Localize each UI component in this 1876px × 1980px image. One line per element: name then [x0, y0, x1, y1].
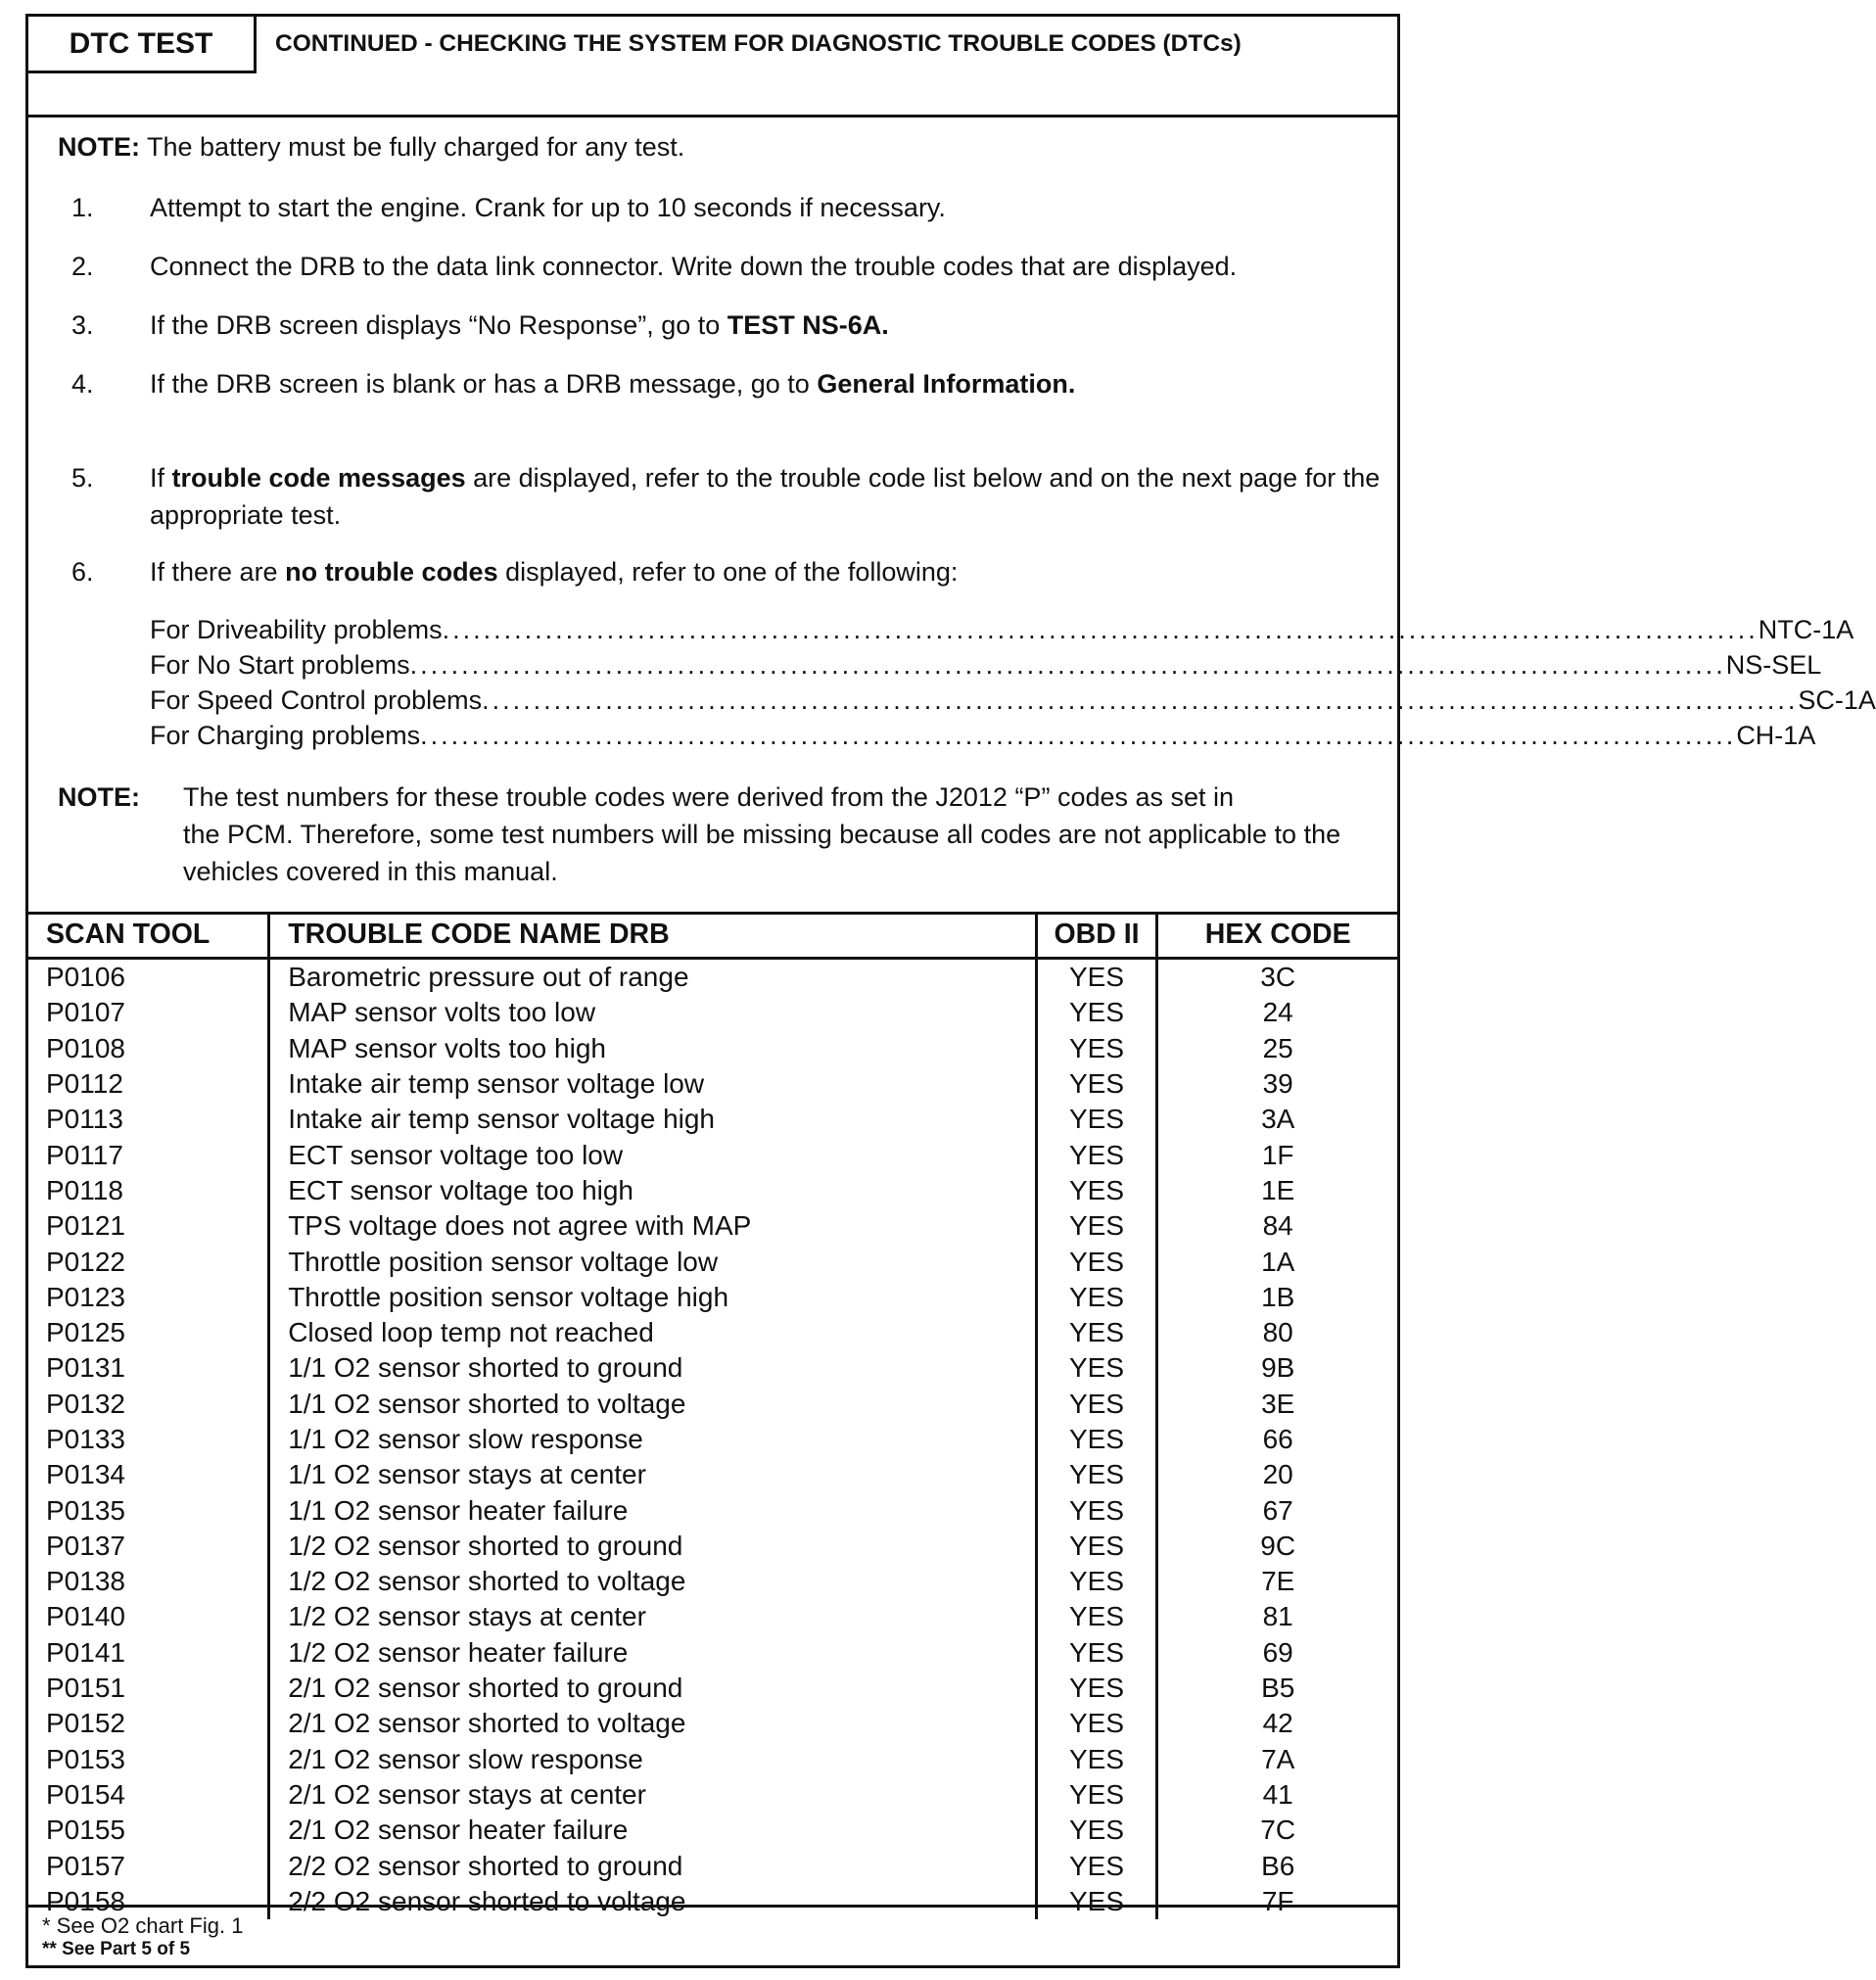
cell-trouble-code-name: 1/2 O2 sensor shorted to voltage: [269, 1564, 1036, 1599]
cell-obd-ii: YES: [1036, 1777, 1157, 1813]
cell-obd-ii: YES: [1036, 1848, 1157, 1883]
cell-scan-tool: P0113: [46, 1104, 123, 1135]
cell-obd-ii: YES: [1036, 1173, 1157, 1208]
cell-trouble-code-name: 1/1 O2 sensor stays at center: [269, 1457, 1036, 1492]
dtc-test-label: DTC TEST: [28, 17, 257, 73]
cell-trouble-code-name: 2/1 O2 sensor shorted to voltage: [269, 1706, 1036, 1741]
cell-obd-ii: YES: [1036, 995, 1157, 1030]
cell-trouble-code-name: 2/1 O2 sensor heater failure: [269, 1813, 1036, 1848]
cell-trouble-code-name: 2/2 O2 sensor shorted to voltage: [269, 1884, 1036, 1919]
table-row: [28, 1280, 1397, 1315]
step-text-post: .: [1067, 369, 1076, 399]
table-row: [28, 1529, 1397, 1564]
cell-hex-code: 69: [1157, 1635, 1397, 1671]
step-text-pre: If the DRB screen displays “No Response”, go to: [150, 310, 727, 340]
cell-hex-code: 7A: [1157, 1742, 1397, 1777]
reference-code: NS-SEL: [1725, 650, 1822, 680]
test-numbers-note: [58, 778, 1389, 890]
cell-hex-code: 20: [1157, 1457, 1397, 1492]
reference-label: For Driveability problems: [150, 615, 443, 644]
table-row: [28, 1742, 1397, 1777]
table-row: [28, 1492, 1397, 1528]
cell-scan-tool: P0123: [46, 1281, 125, 1312]
step-5: [71, 459, 1388, 534]
note-label: NOTE:: [58, 782, 140, 812]
cell-trouble-code-name: ECT sensor voltage too high: [269, 1173, 1036, 1208]
step-number: 1.: [71, 193, 94, 222]
cell-scan-tool: P0125: [46, 1317, 125, 1348]
cell-trouble-code-name: 1/2 O2 sensor stays at center: [269, 1599, 1036, 1634]
step-text: [150, 306, 1388, 344]
header-hex-code: HEX CODE: [1157, 912, 1397, 959]
leader-dots: ................................................................................................................................: [482, 685, 1799, 715]
step-text: [150, 365, 1388, 402]
cell-scan-tool: P0154: [46, 1778, 125, 1810]
cell-hex-code: 3E: [1157, 1387, 1397, 1422]
table-row: [28, 1102, 1397, 1137]
step-text-pre: If the DRB screen is blank or has a DRB message, go to: [150, 369, 818, 399]
cell-obd-ii: YES: [1036, 1742, 1157, 1777]
cell-obd-ii: YES: [1036, 1208, 1157, 1244]
step-text-pre: If: [150, 463, 172, 493]
cell-hex-code: 1A: [1157, 1244, 1397, 1279]
cell-obd-ii: YES: [1036, 1315, 1157, 1350]
footnote-o2-chart: * See O2 chart Fig. 1: [42, 1913, 244, 1938]
cell-hex-code: B5: [1157, 1671, 1397, 1706]
table-row: [28, 1137, 1397, 1172]
step-number: 3.: [71, 310, 94, 340]
cell-trouble-code-name: 1/1 O2 sensor shorted to ground: [269, 1350, 1036, 1386]
reference-code: SC-1A: [1798, 685, 1876, 715]
reference-label: For No Start problems: [150, 650, 410, 680]
cell-trouble-code-name: 1/1 O2 sensor shorted to voltage: [269, 1387, 1036, 1422]
step-3: [71, 306, 1388, 344]
header-obd-ii: OBD II: [1036, 912, 1157, 959]
cell-trouble-code-name: 1/1 O2 sensor slow response: [269, 1422, 1036, 1457]
header-scan-tool: SCAN TOOL: [28, 912, 269, 959]
table-row: [28, 1813, 1397, 1848]
cell-trouble-code-name: Intake air temp sensor voltage low: [269, 1066, 1036, 1102]
cell-hex-code: 42: [1157, 1706, 1397, 1741]
cell-trouble-code-name: Throttle position sensor voltage low: [269, 1244, 1036, 1279]
cell-hex-code: 9B: [1157, 1350, 1397, 1386]
cell-scan-tool: P0157: [46, 1850, 125, 1881]
cell-scan-tool: P0151: [46, 1673, 125, 1704]
cell-obd-ii: YES: [1036, 1492, 1157, 1528]
step-number: 4.: [71, 369, 94, 399]
table-row: [28, 959, 1397, 996]
step-4: [71, 365, 1388, 402]
cell-hex-code: 3A: [1157, 1102, 1397, 1137]
cell-obd-ii: YES: [1036, 1102, 1157, 1137]
instructions-section: [28, 115, 1876, 915]
note-text: The battery must be fully charged for any test.: [140, 132, 685, 162]
cell-scan-tool: P0134: [46, 1459, 125, 1490]
table-row: [28, 1777, 1397, 1813]
cell-trouble-code-name: Barometric pressure out of range: [269, 959, 1036, 996]
cell-trouble-code-name: 2/1 O2 sensor slow response: [269, 1742, 1036, 1777]
reference-label: For Speed Control problems: [150, 685, 483, 715]
note-line-rest: the PCM. Therefore, some test numbers will be missing because all codes are not applicable to the vehicles covered in this manual.: [183, 820, 1341, 886]
cell-hex-code: 9C: [1157, 1529, 1397, 1564]
footnote-part-5: ** See Part 5 of 5: [42, 1939, 191, 1959]
table-row: [28, 1457, 1397, 1492]
reference-code: CH-1A: [1736, 721, 1816, 750]
header-trouble-code-name: TROUBLE CODE NAME DRB: [269, 912, 1036, 959]
cell-hex-code: B6: [1157, 1848, 1397, 1883]
step-2: [71, 248, 1388, 285]
battery-note: [58, 132, 684, 163]
cell-hex-code: 7F: [1157, 1884, 1397, 1919]
table-row: [28, 1350, 1397, 1386]
reference-charging: [150, 718, 1816, 753]
cell-scan-tool: P0140: [46, 1601, 125, 1632]
cell-trouble-code-name: 1/1 O2 sensor heater failure: [269, 1492, 1036, 1528]
cell-scan-tool: P0137: [46, 1530, 125, 1561]
step-text: Attempt to start the engine. Crank for up to 10 seconds if necessary.: [150, 193, 946, 222]
cell-obd-ii: YES: [1036, 1457, 1157, 1492]
step-number: 5.: [71, 463, 94, 493]
cell-trouble-code-name: 2/2 O2 sensor shorted to ground: [269, 1848, 1036, 1883]
cell-scan-tool: P0135: [46, 1494, 125, 1526]
cell-scan-tool: P0133: [46, 1424, 125, 1454]
cell-trouble-code-name: Closed loop temp not reached: [269, 1315, 1036, 1350]
table-row: [28, 1387, 1397, 1422]
table-row: [28, 1671, 1397, 1706]
cell-trouble-code-name: TPS voltage does not agree with MAP: [269, 1208, 1036, 1244]
cell-scan-tool: P0131: [46, 1352, 125, 1384]
cell-trouble-code-name: MAP sensor volts too low: [269, 995, 1036, 1030]
cell-obd-ii: YES: [1036, 1671, 1157, 1706]
cell-scan-tool: P0121: [46, 1210, 125, 1242]
cell-hex-code: 67: [1157, 1492, 1397, 1528]
cell-trouble-code-name: MAP sensor volts too high: [269, 1031, 1036, 1066]
cell-scan-tool: P0106: [46, 962, 125, 993]
reference-label: For Charging problems: [150, 721, 421, 750]
cell-scan-tool: P0122: [46, 1246, 125, 1277]
cell-scan-tool: P0152: [46, 1708, 125, 1739]
cell-scan-tool: P0153: [46, 1743, 125, 1774]
table-row: [28, 1315, 1397, 1350]
step-6: [71, 553, 1388, 590]
cell-trouble-code-name: 1/2 O2 sensor heater failure: [269, 1635, 1036, 1671]
cell-trouble-code-name: ECT sensor voltage too low: [269, 1137, 1036, 1172]
cell-obd-ii: YES: [1036, 959, 1157, 996]
table-row: [28, 1208, 1397, 1244]
table-row: [28, 1706, 1397, 1741]
cell-obd-ii: YES: [1036, 1066, 1157, 1102]
cell-obd-ii: YES: [1036, 1884, 1157, 1919]
reference-driveability: [150, 612, 1854, 647]
cell-scan-tool: P0117: [46, 1139, 123, 1170]
cell-hex-code: 1B: [1157, 1280, 1397, 1315]
cell-trouble-code-name: 1/2 O2 sensor shorted to ground: [269, 1529, 1036, 1564]
cell-hex-code: 7C: [1157, 1813, 1397, 1848]
document-page: [25, 14, 1876, 1968]
step-text-post: are displayed, refer to the trouble code list below and on the next page for the appropriate test.: [150, 463, 1381, 530]
step-text: [150, 553, 1388, 590]
cell-trouble-code-name: 2/1 O2 sensor shorted to ground: [269, 1671, 1036, 1706]
cell-hex-code: 25: [1157, 1031, 1397, 1066]
step-text-pre: If there are: [150, 557, 286, 587]
table-row: [28, 1244, 1397, 1279]
cell-obd-ii: YES: [1036, 1350, 1157, 1386]
cell-scan-tool: P0138: [46, 1566, 125, 1597]
cell-obd-ii: YES: [1036, 1422, 1157, 1457]
cell-scan-tool: P0132: [46, 1388, 125, 1419]
cell-hex-code: 41: [1157, 1777, 1397, 1813]
table-header-row: [28, 912, 1397, 959]
table-row: [28, 1173, 1397, 1208]
step-text: [150, 459, 1388, 534]
table-row: [28, 1031, 1397, 1066]
cell-obd-ii: YES: [1036, 1813, 1157, 1848]
cell-obd-ii: YES: [1036, 1137, 1157, 1172]
step-text-post: displayed, refer to one of the following:: [497, 557, 959, 587]
cell-hex-code: 66: [1157, 1422, 1397, 1457]
cell-hex-code: 84: [1157, 1208, 1397, 1244]
cell-scan-tool: P0155: [46, 1815, 125, 1846]
cell-hex-code: 7E: [1157, 1564, 1397, 1599]
step-text-bold: General Information: [817, 369, 1068, 399]
header-title: CONTINUED - CHECKING THE SYSTEM FOR DIAGNOSTIC TROUBLE CODES (DTCs): [275, 30, 1242, 57]
cell-scan-tool: P0118: [46, 1174, 123, 1205]
cell-trouble-code-name: Throttle position sensor voltage high: [269, 1280, 1036, 1315]
table-row: [28, 1599, 1397, 1634]
cell-hex-code: 24: [1157, 995, 1397, 1030]
header: [28, 17, 1397, 118]
step-text-bold: TEST NS-6A.: [727, 310, 889, 340]
step-text: Connect the DRB to the data link connector. Write down the trouble codes that are displayed.: [150, 252, 1238, 281]
cell-scan-tool: P0112: [46, 1068, 123, 1100]
cell-trouble-code-name: Intake air temp sensor voltage high: [269, 1102, 1036, 1137]
cell-obd-ii: YES: [1036, 1244, 1157, 1279]
cell-scan-tool: P0108: [46, 1032, 125, 1063]
reference-code: NTC-1A: [1758, 615, 1854, 644]
table-row: [28, 1848, 1397, 1883]
table-row: [28, 1422, 1397, 1457]
cell-hex-code: 1E: [1157, 1173, 1397, 1208]
trouble-code-table: [28, 912, 1397, 1919]
step-number: 2.: [71, 252, 94, 281]
table-row: [28, 995, 1397, 1030]
reference-no-start: [150, 647, 1822, 683]
cell-hex-code: 3C: [1157, 959, 1397, 996]
cell-obd-ii: YES: [1036, 1031, 1157, 1066]
step-text-bold: no trouble codes: [285, 557, 498, 587]
step-1: [71, 189, 1388, 226]
cell-hex-code: 39: [1157, 1066, 1397, 1102]
table-body: [28, 959, 1397, 1920]
step-number: 6.: [71, 557, 94, 587]
note-text: [183, 778, 1389, 890]
leader-dots: ................................................................................................................................: [409, 650, 1726, 680]
leader-dots: ................................................................................................................................: [420, 721, 1737, 750]
cell-scan-tool: P0158: [46, 1885, 125, 1916]
cell-hex-code: 1F: [1157, 1137, 1397, 1172]
cell-scan-tool: P0107: [46, 997, 125, 1028]
table-row: [28, 1564, 1397, 1599]
cell-hex-code: 80: [1157, 1315, 1397, 1350]
leader-dots: ................................................................................................................................: [442, 615, 1759, 644]
table-row: [28, 1635, 1397, 1671]
footnotes: [28, 1905, 1397, 1968]
cell-obd-ii: YES: [1036, 1280, 1157, 1315]
cell-obd-ii: YES: [1036, 1564, 1157, 1599]
cell-obd-ii: YES: [1036, 1529, 1157, 1564]
reference-speed-control: [150, 683, 1876, 718]
note-line-1: The test numbers for these trouble codes were derived from the J2012 “P” codes as set in: [183, 782, 1235, 812]
cell-obd-ii: YES: [1036, 1635, 1157, 1671]
cell-obd-ii: YES: [1036, 1706, 1157, 1741]
step-text-bold: trouble code messages: [171, 463, 466, 493]
cell-obd-ii: YES: [1036, 1387, 1157, 1422]
note-label: NOTE:: [58, 132, 140, 162]
cell-hex-code: 81: [1157, 1599, 1397, 1634]
table-row: [28, 1066, 1397, 1102]
cell-obd-ii: YES: [1036, 1599, 1157, 1634]
cell-trouble-code-name: 2/1 O2 sensor stays at center: [269, 1777, 1036, 1813]
cell-scan-tool: P0141: [46, 1636, 125, 1668]
